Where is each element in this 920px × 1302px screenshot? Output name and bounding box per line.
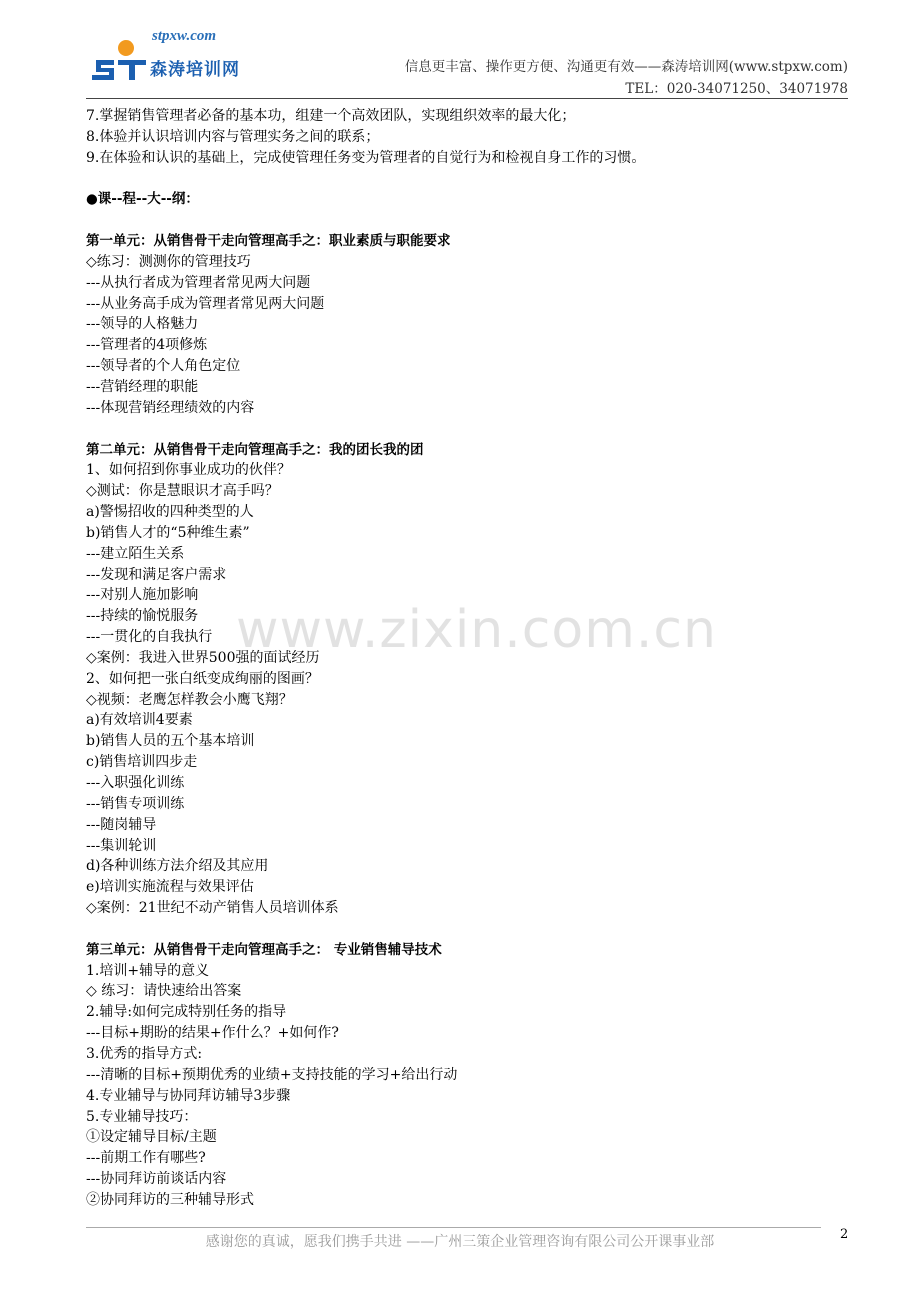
text-line: ---建立陌生关系 bbox=[86, 545, 185, 562]
text-line: ---清晰的目标+预期优秀的业绩+支持技能的学习+给出行动 bbox=[86, 1066, 458, 1083]
text-line: 2、如何把一张白纸变成绚丽的图画？ bbox=[86, 670, 319, 687]
text-line: ---领导的人格魅力 bbox=[86, 316, 199, 333]
text-line: ---销售专项训练 bbox=[86, 795, 185, 812]
text-line: 8.体验并认识培训内容与管理实务之间的联系； bbox=[86, 128, 380, 145]
text-line: 1.培训+辅导的意义 bbox=[86, 962, 210, 979]
text-line: 2.辅导:如何完成特别任务的指导 bbox=[86, 1004, 287, 1021]
unit-3-heading: 第三单元：从销售骨干走向管理高手之： 专业销售辅导技术 bbox=[86, 941, 442, 958]
text-line: ◇ 练习：请快速给出答案 bbox=[86, 983, 242, 1000]
text-line: ---从执行者成为管理者常见两大问题 bbox=[86, 274, 311, 291]
logo-st-icon bbox=[92, 40, 150, 84]
watermark: www.zixin.com.cn bbox=[236, 600, 717, 660]
text-line: 4.专业辅导与协同拜访辅导3步骤 bbox=[86, 1087, 291, 1104]
page-footer: 感谢您的真诚，愿我们携手共进 ——广州三策企业管理咨询有限公司公开课事业部 bbox=[205, 1234, 715, 1250]
unit-1-heading: 第一单元：从销售骨干走向管理高手之：职业素质与职能要求 bbox=[86, 233, 451, 250]
text-line: 7.掌握销售管理者必备的基本功，组建一个高效团队，实现组织效率的最大化； bbox=[86, 108, 576, 124]
text-line: 1、如何招到你事业成功的伙伴？ bbox=[86, 462, 291, 479]
blank-line bbox=[86, 210, 856, 231]
text-line: b)销售人才的“5种维生素” bbox=[86, 524, 250, 541]
header-divider bbox=[86, 98, 848, 99]
text-line: ①设定辅导目标/主题 bbox=[86, 1129, 217, 1146]
header-slogan: 信息更丰富、操作更方便、沟通更有效——森涛培训网(www.stpxw.com) bbox=[404, 59, 848, 75]
text-line: 9.在体验和认识的基础上，完成使管理任务变为管理者的自觉行为和检视自身工作的习惯。 bbox=[86, 149, 646, 166]
text-line: d)各种训练方法介绍及其应用 bbox=[86, 858, 269, 875]
text-line: ---目标+期盼的结果+作什么？+如何作? bbox=[86, 1025, 339, 1042]
text-line: ---集训轮训 bbox=[86, 837, 157, 854]
text-line: 5.专业辅导技巧： bbox=[86, 1108, 198, 1125]
text-line: ---协同拜访前谈话内容 bbox=[86, 1171, 227, 1188]
text-line: ---入职强化训练 bbox=[86, 775, 185, 791]
blank-line bbox=[86, 419, 856, 440]
text-line: 3.优秀的指导方式: bbox=[86, 1045, 203, 1062]
text-line: ---持续的愉悦服务 bbox=[86, 608, 199, 625]
logo-name: 森涛培训网 bbox=[150, 60, 240, 80]
text-line: ◇案例：我进入世界500强的面试经历 bbox=[86, 649, 320, 666]
text-line: ◇练习：测测你的管理技巧 bbox=[86, 253, 251, 270]
text-line: ②协同拜访的三种辅导形式 bbox=[86, 1191, 254, 1208]
text-line: c)销售培训四步走 bbox=[86, 754, 198, 771]
text-line: ---体现营销经理绩效的内容 bbox=[86, 399, 255, 416]
text-line: a)警惕招收的四种类型的人 bbox=[86, 504, 254, 521]
text-line: ---一贯化的自我执行 bbox=[86, 629, 213, 646]
footer-divider bbox=[86, 1227, 821, 1228]
text-line: ◇案例：21世纪不动产销售人员培训体系 bbox=[86, 900, 339, 917]
text-line: ◇测试：你是慧眼识才高手吗？ bbox=[86, 483, 279, 500]
text-line: ---发现和满足客户需求 bbox=[86, 566, 227, 583]
page-header bbox=[0, 0, 920, 100]
text-line: e)培训实施流程与效果评估 bbox=[86, 879, 254, 896]
text-line: ---管理者的4项修炼 bbox=[86, 337, 208, 354]
text-line: ---领导者的个人角色定位 bbox=[86, 358, 241, 375]
text-line: ---从业务高手成为管理者常见两大问题 bbox=[86, 295, 325, 312]
text-line: ---随岗辅导 bbox=[86, 816, 157, 833]
unit-2-heading: 第二单元：从销售骨干走向管理高手之：我的团长我的团 bbox=[86, 441, 424, 458]
text-line: a)有效培训4要素 bbox=[86, 712, 193, 729]
page-number: 2 bbox=[840, 1227, 849, 1242]
blank-line bbox=[86, 919, 856, 940]
text-line: b)销售人员的五个基本培训 bbox=[86, 733, 255, 750]
text-line: ---对别人施加影响 bbox=[86, 587, 199, 604]
header-tel: TEL：020-34071250、34071978 bbox=[625, 81, 848, 97]
blank-line bbox=[86, 169, 856, 190]
text-line: ◇视频：老鹰怎样教会小鹰飞翔？ bbox=[86, 691, 293, 708]
site-logo[interactable] bbox=[92, 28, 252, 84]
text-line: ---营销经理的职能 bbox=[86, 378, 199, 395]
logo-url-text: stpxw.com bbox=[152, 28, 217, 44]
outline-heading: ●课--程--大--纲： bbox=[86, 191, 199, 208]
text-line: ---前期工作有哪些? bbox=[86, 1150, 206, 1167]
